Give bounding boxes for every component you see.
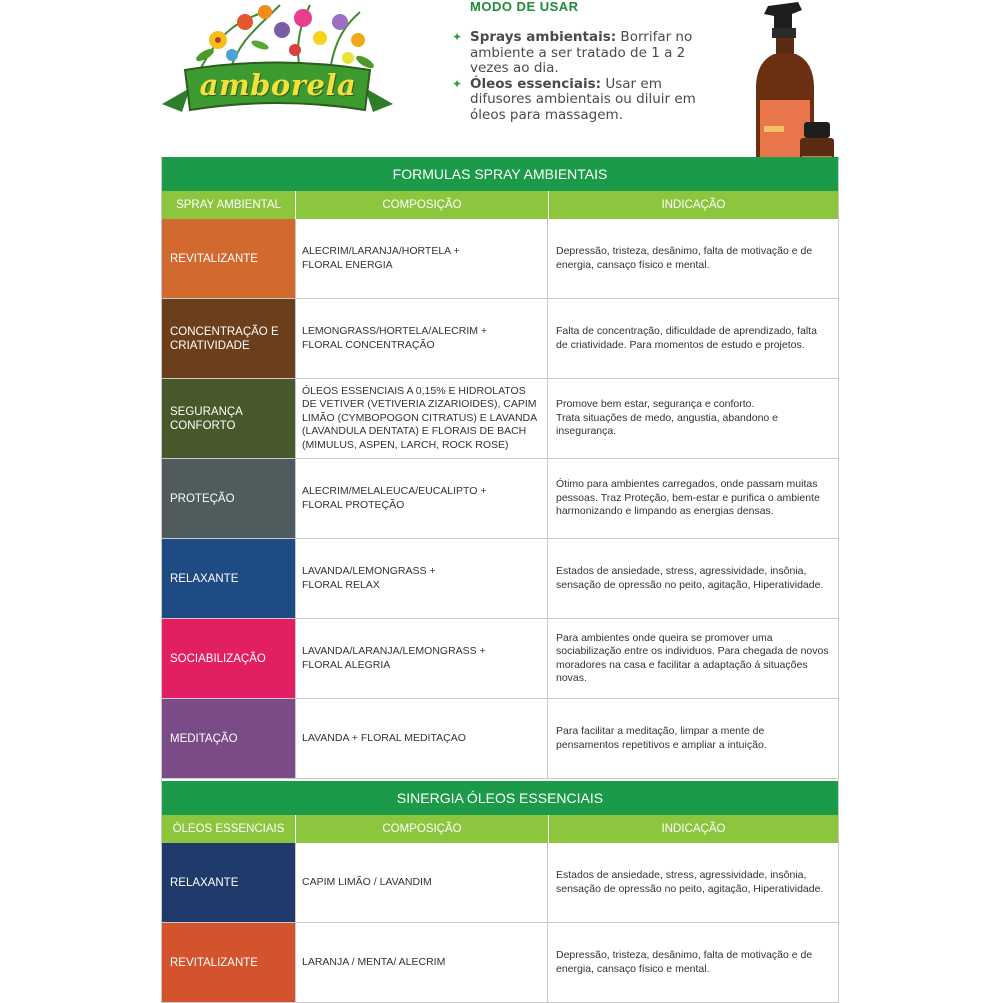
usage-title: MODO DE USAR (470, 0, 579, 14)
usage-item-spray (452, 30, 720, 77)
table-row (162, 539, 838, 619)
brand-name: amborela (199, 68, 357, 102)
row-indication: Depressão, tristeza, desânimo, falta de motivação e de energia, cansaço físico e mental. (547, 219, 836, 298)
row-composition: ÓLEOS ESSENCIAIS A 0,15% E HIDROLATOS DE VETIVER (VETIVERIA ZIZARIOIDES), CAPIM LIMÃO (CYMBOPOGON CITRATUS) E LAVANDA (LAVANDULA DENTATA) E FLORAIS DE BACH (MIMULUS, ASPEN, LARCH, ROCK ROSE) (295, 379, 547, 458)
row-composition: LARANJA / MENTA/ ALECRIM (295, 923, 547, 1002)
row-composition: ALECRIM/MELALEUCA/EUCALIPTO + FLORAL PROTEÇÃO (295, 459, 547, 538)
row-label: CONCENTRAÇÃO E CRIATIVIDADE (162, 299, 295, 378)
usage-item-oils-title: Óleos essenciais: (470, 75, 602, 92)
row-composition: LEMONGRASS/HORTELA/ALECRIM + FLORAL CONCENTRAÇÃO (295, 299, 547, 378)
header-composition: COMPOSIÇÃO (295, 815, 548, 843)
oils-header-row (162, 815, 838, 843)
row-label: RELAXANTE (162, 843, 295, 922)
usage-item-oils (452, 77, 710, 124)
formulas-table (161, 157, 839, 1003)
usage-instructions (452, 0, 752, 123)
header-spray: SPRAY AMBIENTAL (176, 199, 281, 211)
spray-header-row (162, 191, 838, 219)
row-indication: Falta de concentração, dificuldade de aprendizado, falta de criatividade. Para momentos de estudo e projetos. (547, 299, 836, 378)
row-label: SOCIABILIZAÇÃO (162, 619, 295, 698)
table-row (162, 299, 838, 379)
row-label: REVITALIZANTE (162, 219, 295, 298)
usage-item-oils-text: Usar em difusores ambientais ou diluir em óleos para massagem. (470, 75, 696, 123)
row-composition: CAPIM LIMÃO / LAVANDIM (295, 843, 547, 922)
row-composition: ALECRIM/LARANJA/HORTELA + FLORAL ENERGIA (295, 219, 547, 298)
header-indication: INDICAÇÃO (548, 191, 838, 219)
table-row (162, 619, 838, 699)
row-label: RELAXANTE (162, 539, 295, 618)
oils-section-title: SINERGIA ÓLEOS ESSENCIAIS (162, 781, 838, 815)
bullet-icon: ✦ (452, 76, 463, 91)
header-oils: ÓLEOS ESSENCIAIS (172, 823, 285, 835)
usage-item-spray-text: Borrifar no ambiente a ser tratado de 1 a 2 vezes ao dia. (470, 29, 693, 76)
row-label: PROTEÇÃO (162, 459, 295, 538)
spray-section-title: FORMULAS SPRAY AMBIENTAIS (162, 157, 838, 191)
row-indication: Estados de ansiedade, stress, agressividade, insônia, sensação de opressão no peito, agitação, Hiperatividade. (547, 539, 836, 618)
row-indication: Ótimo para ambientes carregados, onde passam muitas pessoas. Traz Proteção, bem-estar e purifica o ambiente harmonizando e limpando as energias densas. (547, 459, 836, 538)
usage-item-spray-title: Sprays ambientais: (470, 29, 617, 45)
row-composition: LAVANDA/LARANJA/LEMONGRASS + FLORAL ALEGRIA (295, 619, 547, 698)
row-indication: Estados de ansiedade, stress, agressividade, insônia, sensação de opressão no peito, agitação, Hiperatividade. (547, 843, 836, 922)
row-label: SEGURANÇA CONFORTO (162, 379, 295, 458)
flower-bouquet-illustration (194, 5, 375, 70)
table-row (162, 843, 838, 923)
row-label: REVITALIZANTE (162, 923, 295, 1002)
header-composition: COMPOSIÇÃO (295, 191, 548, 219)
row-indication: Para facilitar a meditação, limpar a mente de pensamentos repetitivos e ampliar a intuição. (547, 699, 836, 778)
row-composition: LAVANDA/LEMONGRASS + FLORAL RELAX (295, 539, 547, 618)
table-row (162, 459, 838, 539)
header-indication: INDICAÇÃO (548, 815, 838, 843)
row-indication: Depressão, tristeza, desânimo, falta de motivação e de energia, cansaço físico e mental. (547, 923, 836, 1002)
table-row (162, 699, 838, 779)
table-row (162, 219, 838, 299)
row-indication: Para ambientes onde queira se promover uma sociabilização entre os individuos. Para chegada de novos moradores na casa e facilitar a adaptação á situações novas. (547, 619, 836, 698)
table-row (162, 923, 838, 1003)
row-composition: LAVANDA + FLORAL MEDITAÇAO (295, 699, 547, 778)
row-label: MEDITAÇÃO (162, 699, 295, 778)
row-indication: Promove bem estar, segurança e conforto. Trata situações de medo, angustia, abandono e insegurança. (547, 379, 836, 458)
table-row (162, 379, 838, 459)
bullet-icon: ✦ (452, 30, 463, 44)
